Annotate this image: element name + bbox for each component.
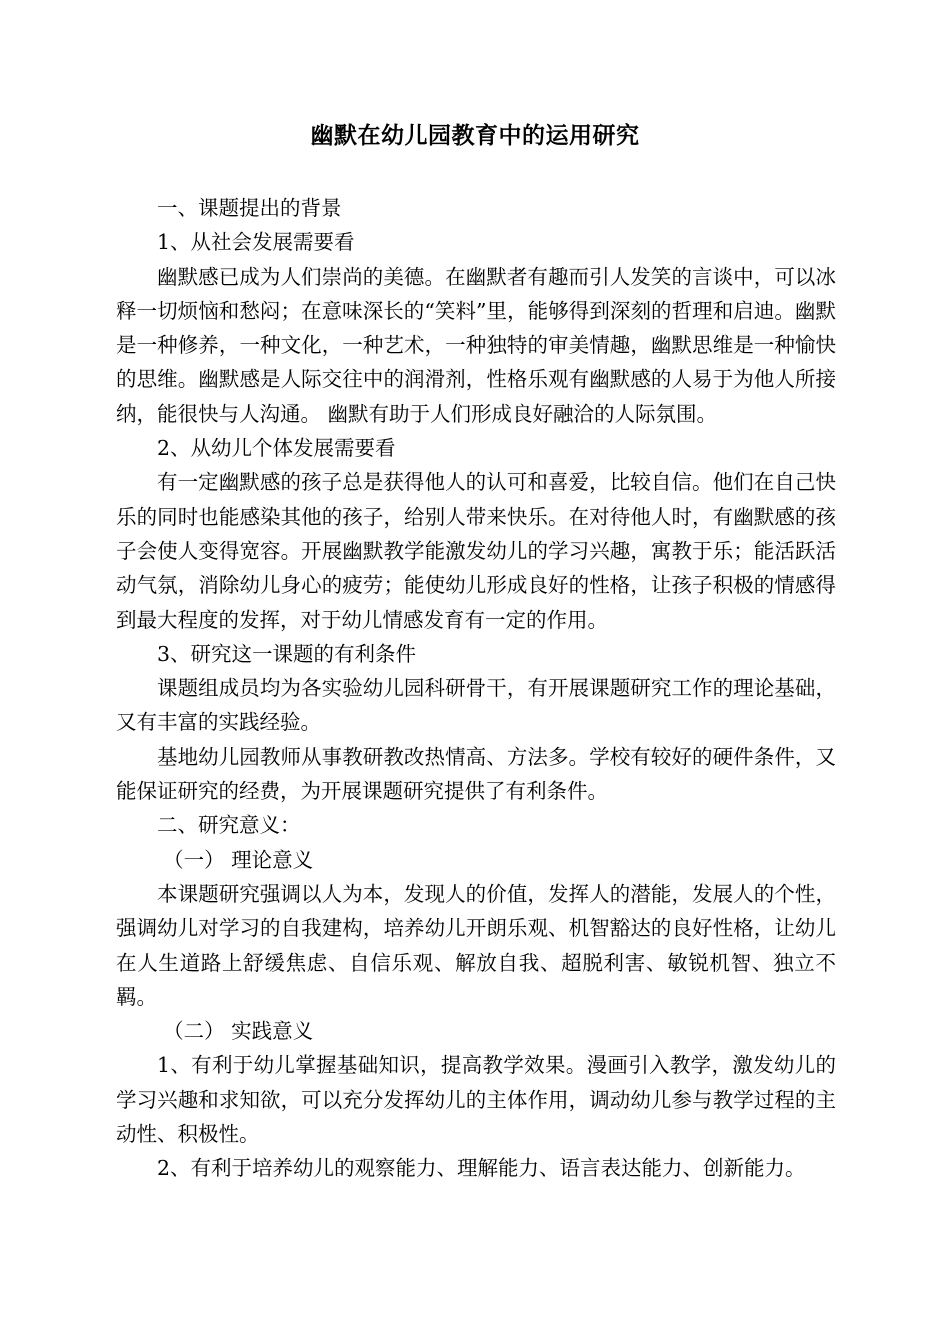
paragraph-base-kindergarten: 基地幼儿园教师从事教研教改热情高、方法多。学校有较好的硬件条件，又能保证研究的经费，为开展课题研究提供了有利条件。 bbox=[116, 744, 836, 804]
heading-research-significance: 二、研究意义： bbox=[157, 813, 301, 838]
subheading-theoretical-significance: （一） 理论意义 bbox=[163, 847, 314, 872]
paragraph-humor-virtue: 幽默感已成为人们崇尚的美德。在幽默者有趣而引人发笑的言谈中，可以冰释一切烦恼和愁闷；在意味深长的“笑料”里，能够得到深刻的哲理和启迪。幽默是一种修养，一种文化，一种艺术，一种独特的审美情趣，幽默思维是一种愉快的思维。幽默感是人际交往中的润滑剂，性格乐观有幽默感的人易于为他人所接纳，能很快与人沟通。 幽默有助于人们形成良好融洽的人际氛围。 bbox=[116, 264, 836, 426]
paragraph-practical-2: 2、有利于培养幼儿的观察能力、理解能力、语言表达能力、创新能力。 bbox=[157, 1156, 806, 1181]
subheading-child-development: 2、从幼儿个体发展需要看 bbox=[157, 436, 396, 461]
subheading-practical-significance: （二） 实践意义 bbox=[163, 1019, 314, 1044]
document-title: 幽默在幼儿园教育中的运用研究 bbox=[310, 122, 640, 149]
paragraph-humorous-child: 有一定幽默感的孩子总是获得他人的认可和喜爱，比较自信。他们在自己快乐的同时也能感染其他的孩子，给别人带来快乐。在对待他人时，有幽默感的孩子会使人变得宽容。开展幽默教学能激发幼儿的学习兴趣，寓教于乐；能活跃活动气氛，消除幼儿身心的疲劳；能使幼儿形成良好的性格，让孩子积极的情感得到最大程度的发挥，对于幼儿情感发育有一定的作用。 bbox=[116, 470, 836, 632]
paragraph-practical-1: 1、有利于幼儿掌握基础知识，提高教学效果。漫画引入教学，激发幼儿的学习兴趣和求知欲，可以充分发挥幼儿的主体作用，调动幼儿参与教学过程的主动性、积极性。 bbox=[116, 1053, 836, 1147]
paragraph-research-team: 课题组成员均为各实验幼儿园科研骨干，有开展课题研究工作的理论基础， 又有丰富的实践经验。 bbox=[116, 676, 836, 735]
heading-background: 一、课题提出的背景 bbox=[157, 196, 342, 220]
subheading-favorable-conditions: 3、研究这一课题的有利条件 bbox=[157, 641, 417, 666]
paragraph-theoretical: 本课题研究强调以人为本，发现人的价值，发挥人的潜能，发展人的个性，强调幼儿对学习的自我建构，培养幼儿开朗乐观、机智豁达的良好性格，让幼儿在人生道路上舒缓焦虑、自信乐观、解放自我、超脱利害、敏锐机智、独立不羁。 bbox=[116, 881, 836, 1009]
subheading-social-development: 1、从社会发展需要看 bbox=[157, 230, 355, 255]
document-body bbox=[116, 191, 836, 1186]
